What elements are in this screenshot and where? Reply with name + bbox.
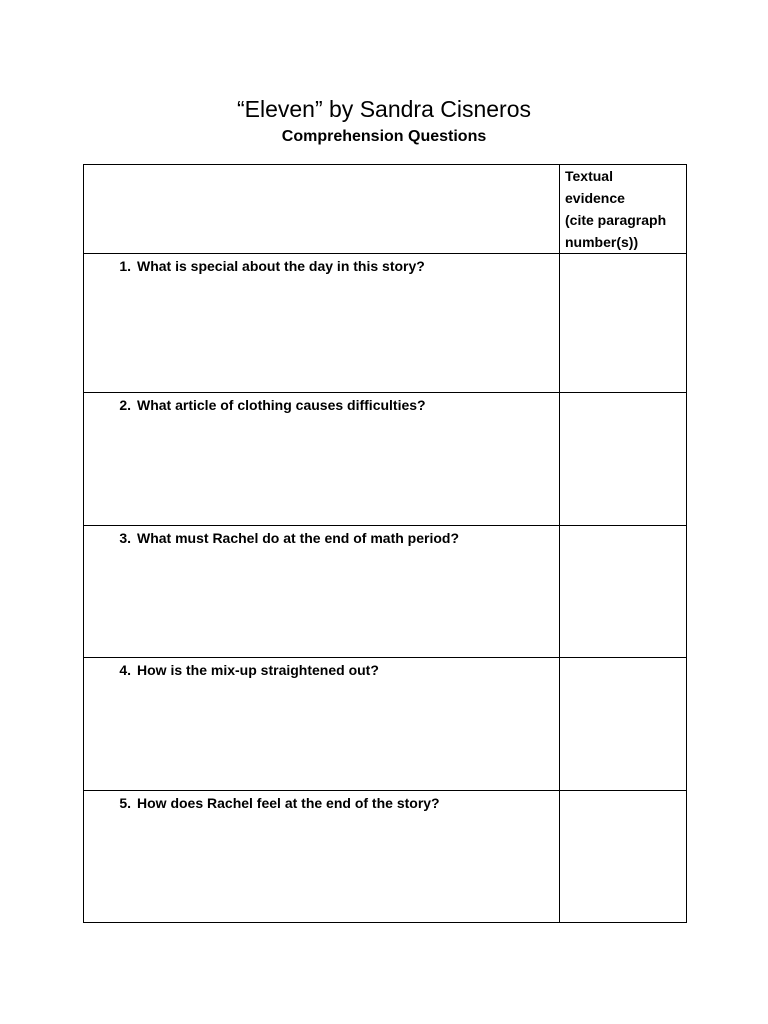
question-number: 5. xyxy=(119,795,131,811)
question-text: How does Rachel feel at the end of the story? xyxy=(137,795,440,811)
question-number: 1. xyxy=(119,258,131,274)
evidence-cell[interactable] xyxy=(560,791,687,923)
evidence-header-line: number(s)) xyxy=(565,234,639,250)
question-cell xyxy=(84,393,560,526)
evidence-cell[interactable] xyxy=(560,254,687,393)
table-row xyxy=(84,658,687,791)
question-cell xyxy=(84,254,560,393)
table-row xyxy=(84,393,687,526)
question-cell xyxy=(84,658,560,791)
evidence-cell[interactable] xyxy=(560,526,687,658)
evidence-header-line: evidence xyxy=(565,190,625,206)
comprehension-table xyxy=(83,164,687,923)
table-row xyxy=(84,526,687,658)
question-number: 3. xyxy=(119,530,131,546)
table-row xyxy=(84,791,687,923)
table-header-row xyxy=(84,165,687,254)
evidence-header-line: (cite paragraph xyxy=(565,212,667,228)
question-number: 4. xyxy=(119,662,131,678)
document-title: “Eleven” by Sandra Cisneros xyxy=(236,96,532,122)
question-text: What is special about the day in this story? xyxy=(137,258,425,274)
document-subtitle: Comprehension Questions xyxy=(281,128,487,145)
question-text: What article of clothing causes difficulties? xyxy=(137,397,426,413)
question-cell xyxy=(84,791,560,923)
question-number: 2. xyxy=(119,397,131,413)
question-text: How is the mix-up straightened out? xyxy=(137,662,379,678)
evidence-header-cell xyxy=(560,165,687,254)
evidence-header-line: Textual xyxy=(565,168,613,184)
table-row xyxy=(84,254,687,393)
question-cell xyxy=(84,526,560,658)
evidence-cell[interactable] xyxy=(560,393,687,526)
question-header-cell xyxy=(84,165,560,254)
evidence-cell[interactable] xyxy=(560,658,687,791)
question-text: What must Rachel do at the end of math period? xyxy=(137,530,460,546)
